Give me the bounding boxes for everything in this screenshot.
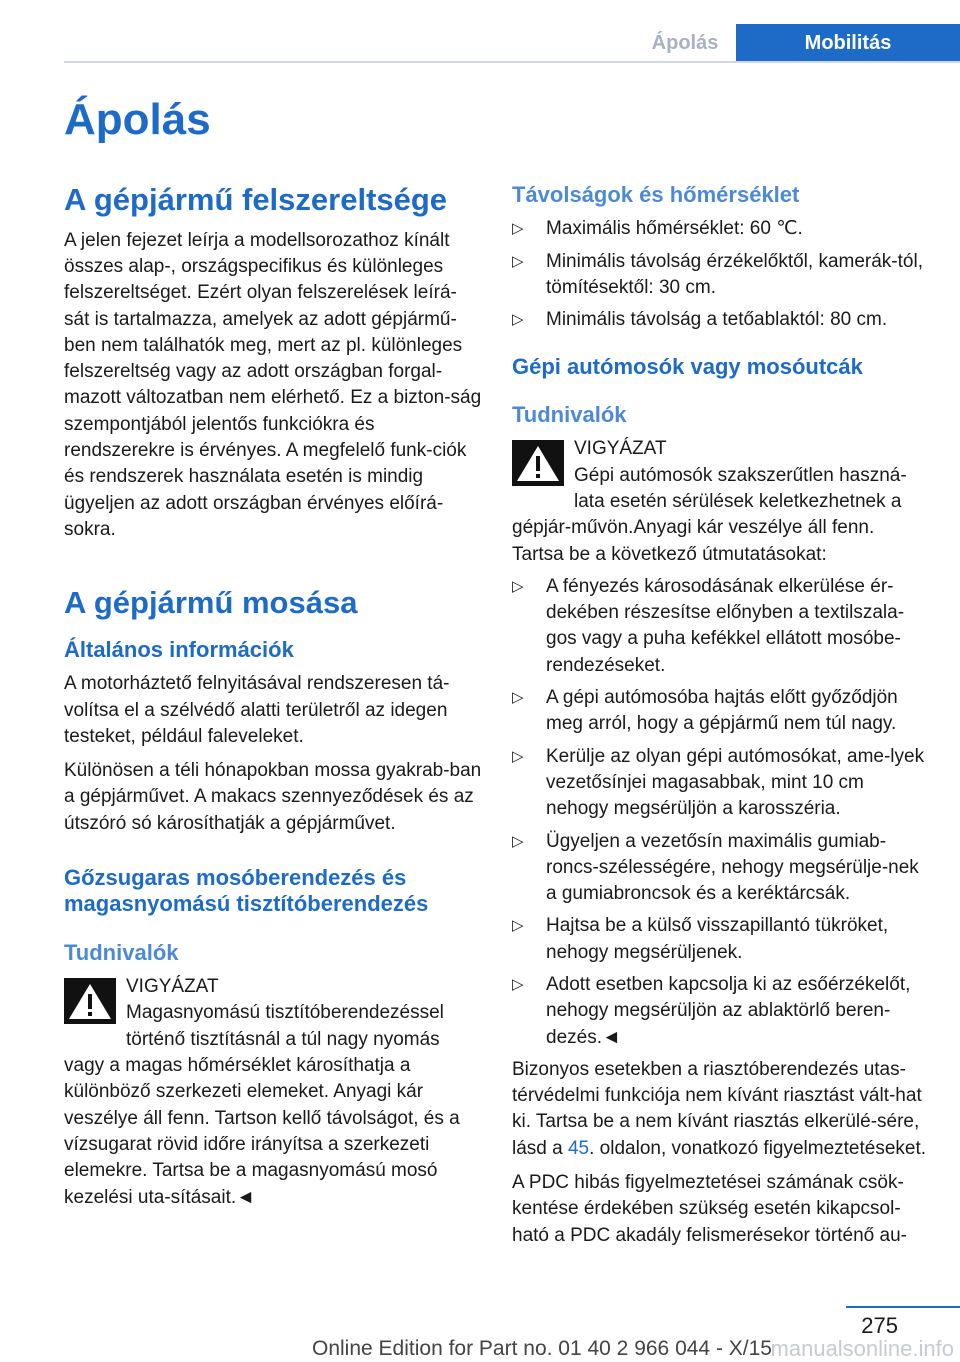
heading-felszereltseg: A gépjármű felszereltsége	[64, 182, 448, 217]
heading-tavolsagok: Távolságok és hőmérséklet	[512, 182, 800, 207]
list-item: ▷ Minimális távolság érzékelőktől, kamerák-tól, tömítésektől: 30 cm.	[512, 249, 930, 302]
tavolsag-list	[512, 216, 930, 333]
heading-altalanos: Általános információk	[64, 636, 294, 662]
list-item: ▷ Kerülje az olyan gépi autómosókat, ame-lyek vezetősínjei magasabbak, mint 10 cm nehogy megsérüljön a karosszéria.	[512, 744, 930, 823]
warning-label-left: VIGYÁZAT	[126, 976, 219, 998]
riaszto-text-post: . oldalon, vonatkozó figyelmeztetéseket.	[589, 1137, 927, 1159]
tab-apolas[interactable]: Ápolás	[651, 31, 719, 54]
footer-rule	[846, 1306, 960, 1308]
heading-mosasa: A gépjármű mosása	[64, 585, 358, 621]
warning-block-left	[64, 974, 482, 1211]
list-item: ▷ Ügyeljen a vezetősín maximális gumiab-roncs-szélességére, nehogy megsérülje-nek a gumiabroncsok és a keréktárcsák.	[512, 829, 930, 908]
riaszto-text-pre: Bizonyos esetekben a riasztóberendezés utas-térvédelmi funkciója nem kívánt riasztást vált-hat ki. Tartsa be a nem kívánt riasztás elkerülé-sére, lásd a	[512, 1058, 922, 1159]
header-tabs	[634, 24, 960, 62]
list-item: ▷ A gépi autómosóba hajtás előtt győződjön meg arról, hogy a gépjármű nem túl nagy.	[512, 685, 930, 738]
tab-mobilitas[interactable]: Mobilitás	[736, 24, 960, 62]
warning-triangle-icon	[64, 978, 116, 1024]
list-item: ▷ Hajtsa be a külső visszapillantó tükröket, nehogy megsérüljenek.	[512, 913, 930, 966]
page-link-45[interactable]: 45	[567, 1137, 590, 1159]
header-divider	[64, 61, 960, 63]
warning-text-left: Magasnyomású tisztítóberendezéssel történő tisztításnál a túl nagy nyomás vagy a magas hőmérséklet károsíthatja a különböző szerkezeti elemeket. Anyagi kár veszélye áll fenn. Tartson kellő távolságot, és a vízsugarat rövid időre irányítsa a szerkezeti elemekre. Tartsa be a magasnyomású mosó kezelési uta-sításait.◄	[64, 1002, 460, 1208]
list-item: ▷ Minimális távolság a tetőablaktól: 80 cm.	[512, 307, 930, 333]
page-title: Ápolás	[64, 95, 211, 144]
heading-gozsugaras: Gőzsugaras mosóberendezés és magasnyomású tisztítóberendezés	[64, 865, 429, 917]
paragraph-altalanos-2: Különösen a téli hónapokban mossa gyakrab-ban a gépjárművet. A makacs szennyeződések és az útszóró só károsíthatják a gépjárművet.	[64, 760, 482, 834]
gepi-list	[512, 574, 930, 1051]
list-item: ▷ Maximális hőmérséklet: 60 ℃.	[512, 216, 930, 242]
list-item: ▷ A fényezés károsodásának elkerülése ér-dekében részesítse előnyben a textilszala-gos vagy a puha kefékkel ellátott mosóbe-rendezéseket.	[512, 574, 930, 679]
warning-triangle-icon	[512, 440, 564, 486]
footer-edition: Online Edition for Part no. 01 40 2 966 044 - X/15	[312, 1337, 772, 1360]
heading-gepi: Gépi autómosók vagy mosóutcák	[512, 353, 863, 379]
page-number: 275	[861, 1313, 898, 1338]
watermark: manualsonline.info	[770, 1336, 954, 1361]
heading-tudnivalok-right: Tudnivalók	[512, 401, 627, 427]
warning-block-right	[512, 436, 930, 567]
paragraph-altalanos-1: A motorháztető felnyitásával rendszeresen tá-volítsa el a szélvédő alatti területről az idegen testeket, például faleveleket.	[64, 673, 450, 747]
list-item: ▷ Adott esetben kapcsolja ki az esőérzékelőt, nehogy megsérüljön az ablaktörlő beren-dezés.◄	[512, 972, 930, 1051]
paragraph-riaszto	[512, 1057, 930, 1162]
warning-label-right: VIGYÁZAT	[574, 438, 667, 460]
right-column	[512, 182, 930, 1257]
paragraph-pdc: A PDC hibás figyelmeztetései számának csök-kentése érdekében szükség esetén kikapcsol-ható a PDC akadály felismerésekor történő au-	[512, 1172, 907, 1246]
heading-tudnivalok-left: Tudnivalók	[64, 939, 179, 965]
paragraph-felszereltseg: A jelen fejezet leírja a modellsorozathoz kínált összes alap-, országspecifikus és különleges felszereltséget. Ezért olyan felszerelések leírá-sát is tartalmazza, amelyek az adott gépjármű-ben nem találhatók meg, mert az pl. különleges felszereltség vagy az adott országban forgal-mazott változatban nem elérhető. Ez a bizton-ság szempontjából jelentős funkciókra és rendszerekre is érvényes. A megfelelő funk-ciók és rendszerek használata esetén is mindig ügyeljen az adott országban érvényes előírá-sokra.	[64, 229, 482, 540]
warning-text-right: Gépi autómosók szakszerűtlen haszná-lata esetén sérülések keletkezhetnek a gépjár-művön.Anyagi kár veszélye áll fenn. Tartsa be a következő útmutatásokat:	[512, 464, 907, 565]
left-column	[64, 182, 482, 1215]
